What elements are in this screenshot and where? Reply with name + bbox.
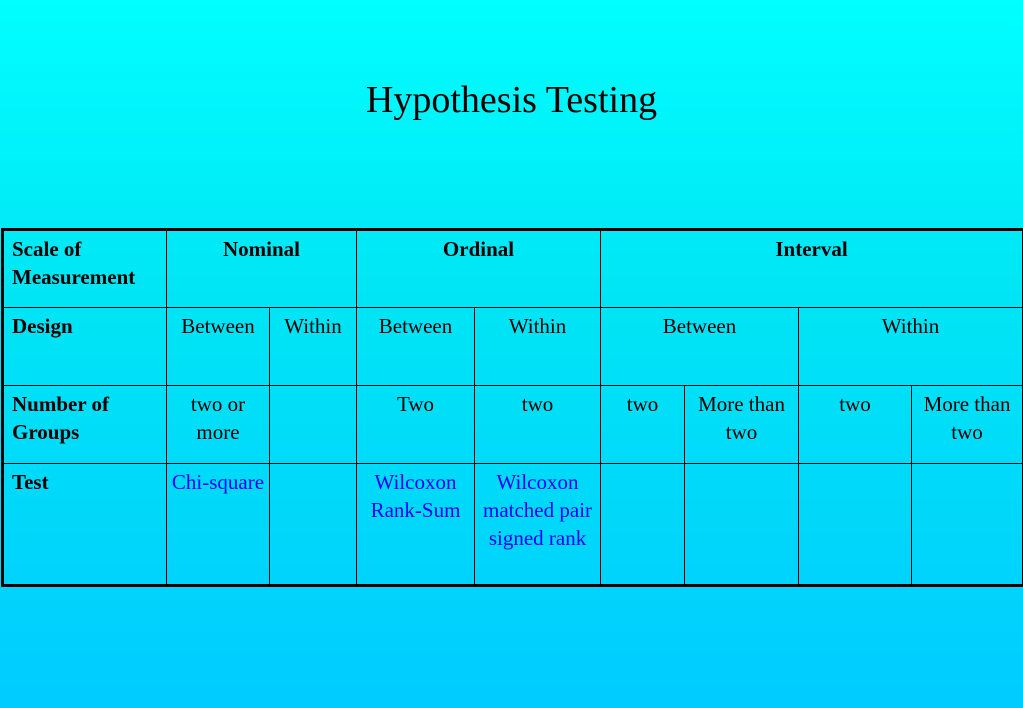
- cell-ordinal-within-test: Wilcoxon matched pair signed rank: [475, 464, 601, 586]
- cell-interval-between-two-test: [601, 464, 685, 586]
- slide-title: Hypothesis Testing: [365, 79, 658, 121]
- cell-interval-between-two-groups: two: [601, 386, 685, 464]
- cell-interval-within-two-test: [799, 464, 912, 586]
- column-header-nominal: Nominal: [167, 230, 357, 308]
- cell-nominal-between-design: Between: [167, 308, 270, 386]
- cell-nominal-within-groups: [270, 386, 357, 464]
- cell-ordinal-between-design: Between: [357, 308, 475, 386]
- row-header-scale: Scale of Measurement: [3, 230, 167, 308]
- cell-ordinal-between-groups: Two: [357, 386, 475, 464]
- cell-nominal-between-groups: two or more: [167, 386, 270, 464]
- hypothesis-testing-table: [1, 228, 1023, 587]
- cell-ordinal-between-test: Wilcoxon Rank-Sum: [357, 464, 475, 586]
- column-header-interval: Interval: [601, 230, 1023, 308]
- table-row: [3, 230, 1023, 308]
- cell-interval-between-more-groups: More than two: [685, 386, 799, 464]
- cell-nominal-within-design: Within: [270, 308, 357, 386]
- cell-interval-within-design: Within: [799, 308, 1023, 386]
- column-header-ordinal: Ordinal: [357, 230, 601, 308]
- table-row: [3, 386, 1023, 464]
- row-header-test: Test: [3, 464, 167, 586]
- cell-interval-within-more-groups: More than two: [912, 386, 1023, 464]
- table-row: [3, 308, 1023, 386]
- row-header-design: Design: [3, 308, 167, 386]
- cell-ordinal-within-groups: two: [475, 386, 601, 464]
- cell-nominal-within-test: [270, 464, 357, 586]
- table-row: [3, 464, 1023, 586]
- cell-interval-between-design: Between: [601, 308, 799, 386]
- row-header-groups: Number of Groups: [3, 386, 167, 464]
- cell-interval-between-more-test: [685, 464, 799, 586]
- cell-nominal-between-test: Chi-square: [167, 464, 270, 586]
- cell-interval-within-more-test: [912, 464, 1023, 586]
- cell-ordinal-within-design: Within: [475, 308, 601, 386]
- cell-interval-within-two-groups: two: [799, 386, 912, 464]
